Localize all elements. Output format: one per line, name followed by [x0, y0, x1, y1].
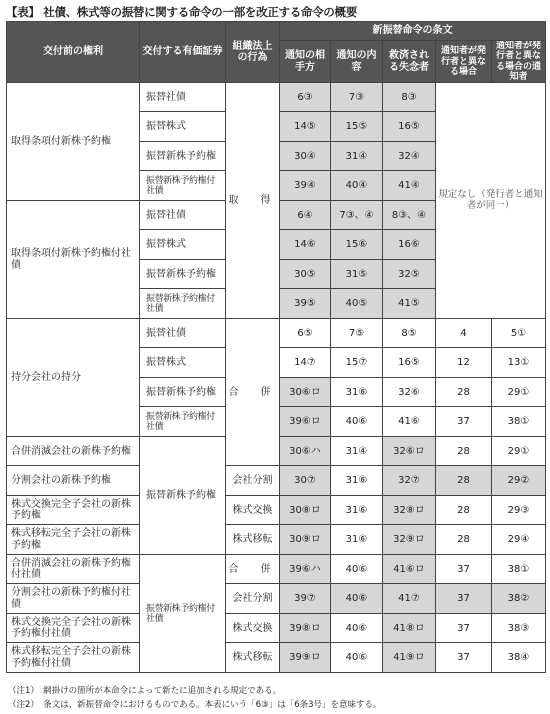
no-provision-cell: 規定なし（発行者と通知者が同一） — [436, 83, 546, 319]
prior-right-cell: 取得条項付新株予約権 — [7, 83, 140, 201]
value-cell: 31⑥ — [331, 378, 383, 407]
security-cell: 振替新株予約権 — [140, 378, 226, 407]
value-cell: 30⑧ロ — [280, 496, 331, 525]
value-cell: 40⑥ — [331, 614, 383, 643]
value-cell: 7③、④ — [331, 201, 383, 230]
value-cell: 16⑥ — [383, 230, 436, 260]
prior-right-cell: 株式移転完全子会社の新株予約権付社債 — [7, 643, 140, 673]
value-cell: 31⑥ — [331, 466, 383, 496]
value-cell: 8③ — [383, 83, 436, 112]
value-cell: 37 — [436, 643, 492, 673]
value-cell: 38① — [492, 407, 546, 437]
value-cell: 32④ — [383, 142, 436, 171]
table-row — [7, 525, 546, 555]
value-cell: 32⑥ロ — [383, 437, 436, 466]
security-cell: 振替新株予約権 — [140, 260, 226, 289]
value-cell: 7⑤ — [331, 319, 383, 348]
prior-right-cell: 合併消滅会社の新株予約権 — [7, 437, 140, 466]
value-cell: 32⑤ — [383, 260, 436, 289]
value-cell: 6⑤ — [280, 319, 331, 348]
security-cell: 振替新株予約権付社債 — [140, 555, 226, 673]
table-row — [7, 496, 546, 525]
value-cell: 38① — [492, 555, 546, 584]
value-cell: 31④ — [331, 437, 383, 466]
value-cell: 6③ — [280, 83, 331, 112]
value-cell: 37 — [436, 555, 492, 584]
value-cell: 8⑤ — [383, 319, 436, 348]
act-cell: 株式交換 — [226, 496, 280, 525]
value-cell: 30⑨ロ — [280, 525, 331, 555]
value-cell: 39⑥ロ — [280, 407, 331, 437]
table-row — [7, 466, 546, 496]
value-cell: 39⑨ロ — [280, 643, 331, 673]
value-cell: 28 — [436, 437, 492, 466]
value-cell: 40⑥ — [331, 584, 383, 614]
value-cell: 38③ — [492, 614, 546, 643]
value-cell: 14⑦ — [280, 348, 331, 378]
value-cell: 13① — [492, 348, 546, 378]
value-cell: 41⑤ — [383, 289, 436, 319]
value-cell: 31⑥ — [331, 496, 383, 525]
value-cell: 37 — [436, 584, 492, 614]
act-cell: 株式移転 — [226, 525, 280, 555]
value-cell: 29① — [492, 378, 546, 407]
value-cell: 28 — [436, 378, 492, 407]
security-cell: 振替新株予約権 — [140, 437, 226, 555]
value-cell: 29② — [492, 466, 546, 496]
value-cell: 30⑤ — [280, 260, 331, 289]
act-cell: 株式交換 — [226, 614, 280, 643]
act-cell: 会社分割 — [226, 466, 280, 496]
security-cell: 振替新株予約権付社債 — [140, 407, 226, 437]
value-cell: 16⑤ — [383, 348, 436, 378]
prior-right-cell: 合併消滅会社の新株予約権付社債 — [7, 555, 140, 584]
value-cell: 40④ — [331, 171, 383, 201]
value-cell: 39⑥ハ — [280, 555, 331, 584]
value-cell: 32⑦ — [383, 466, 436, 496]
header-row — [7, 22, 546, 41]
table-row — [7, 319, 546, 348]
value-cell: 31⑥ — [331, 525, 383, 555]
act-cell: 取 得 — [226, 83, 280, 319]
security-cell: 振替新株予約権 — [140, 142, 226, 171]
value-cell: 31④ — [331, 142, 383, 171]
value-cell: 40⑥ — [331, 643, 383, 673]
value-cell: 32⑥ — [383, 378, 436, 407]
table-title: 【表】 社債、株式等の振替に関する命令の一部を改正する命令の概要 — [6, 5, 357, 19]
prior-right-cell: 株式交換完全子会社の新株予約権付社債 — [7, 614, 140, 643]
value-cell: 39⑦ — [280, 584, 331, 614]
value-cell: 29④ — [492, 525, 546, 555]
table-row — [7, 555, 546, 584]
header-notice-content: 通知の内容 — [331, 41, 383, 83]
value-cell: 30⑥ロ — [280, 378, 331, 407]
value-cell: 14⑤ — [280, 112, 331, 142]
value-cell: 5① — [492, 319, 546, 348]
security-cell: 振替社債 — [140, 201, 226, 230]
value-cell: 41⑨ロ — [383, 643, 436, 673]
value-cell: 8③、④ — [383, 201, 436, 230]
value-cell: 37 — [436, 614, 492, 643]
value-cell: 15⑦ — [331, 348, 383, 378]
value-cell: 39④ — [280, 171, 331, 201]
value-cell: 40⑥ — [331, 407, 383, 437]
summary-table — [6, 21, 546, 673]
value-cell: 28 — [436, 525, 492, 555]
table-row — [7, 584, 546, 614]
value-cell: 40⑥ — [331, 555, 383, 584]
header-new-order: 新振替命令の条文 — [280, 22, 546, 41]
value-cell: 37 — [436, 407, 492, 437]
security-cell: 振替社債 — [140, 83, 226, 112]
value-cell: 16⑤ — [383, 112, 436, 142]
value-cell: 38④ — [492, 643, 546, 673]
value-cell: 29① — [492, 437, 546, 466]
table-row — [7, 83, 546, 112]
act-cell: 合 併 — [226, 319, 280, 466]
security-cell: 振替株式 — [140, 230, 226, 260]
value-cell: 39⑧ロ — [280, 614, 331, 643]
value-cell: 38② — [492, 584, 546, 614]
security-cell: 振替社債 — [140, 319, 226, 348]
table-row — [7, 643, 546, 673]
value-cell: 41⑧ロ — [383, 614, 436, 643]
header-relieved-persons: 救済される失念者 — [383, 41, 436, 83]
security-cell: 振替新株予約権付社債 — [140, 289, 226, 319]
value-cell: 7③ — [331, 83, 383, 112]
header-prior-right: 交付前の権利 — [7, 22, 140, 83]
header-securities: 交付する有価証券 — [140, 22, 226, 83]
value-cell: 41④ — [383, 171, 436, 201]
header-notice-recipient: 通知の相手方 — [280, 41, 331, 83]
table-row — [7, 614, 546, 643]
header-notifier-differs: 通知者が発行者と異なる場合 — [436, 41, 492, 83]
value-cell: 41⑥ロ — [383, 555, 436, 584]
prior-right-cell: 株式移転完全子会社の新株予約権 — [7, 525, 140, 555]
prior-right-cell: 分割会社の新株予約権付社債 — [7, 584, 140, 614]
header-notifier-differs-notifier: 通知者が発行者と異なる場合の通知者 — [492, 41, 546, 83]
value-cell: 30⑦ — [280, 466, 331, 496]
value-cell: 6④ — [280, 201, 331, 230]
value-cell: 32⑨ロ — [383, 525, 436, 555]
value-cell: 28 — [436, 466, 492, 496]
prior-right-cell: 取得条項付新株予約権付社債 — [7, 201, 140, 319]
security-cell: 振替株式 — [140, 112, 226, 142]
footnote-2: （注2） 条文は、新振替命令におけるものである。本表にいう「6③」は「6条3号」を意味する。 — [8, 700, 382, 710]
value-cell: 14⑥ — [280, 230, 331, 260]
footnotes — [8, 684, 382, 712]
security-cell: 振替株式 — [140, 348, 226, 378]
act-cell: 株式移転 — [226, 643, 280, 673]
value-cell: 31⑤ — [331, 260, 383, 289]
value-cell: 15⑥ — [331, 230, 383, 260]
act-cell: 会社分割 — [226, 584, 280, 614]
footnote-1: （注1） 網掛けの箇所が本命令によって新たに追加される規定である。 — [8, 686, 282, 696]
value-cell: 39⑤ — [280, 289, 331, 319]
value-cell: 41⑦ — [383, 584, 436, 614]
value-cell: 41⑥ — [383, 407, 436, 437]
value-cell: 15⑤ — [331, 112, 383, 142]
value-cell: 40⑤ — [331, 289, 383, 319]
prior-right-cell: 株式交換完全子会社の新株予約権 — [7, 496, 140, 525]
value-cell: 29③ — [492, 496, 546, 525]
value-cell: 32⑧ロ — [383, 496, 436, 525]
value-cell: 30⑥ハ — [280, 437, 331, 466]
act-cell: 合 併 — [226, 555, 280, 584]
header-org-act: 組織法上の行為 — [226, 22, 280, 83]
value-cell: 28 — [436, 496, 492, 525]
security-cell: 振替新株予約権付社債 — [140, 171, 226, 201]
value-cell: 30④ — [280, 142, 331, 171]
prior-right-cell: 分割会社の新株予約権 — [7, 466, 140, 496]
prior-right-cell: 持分会社の持分 — [7, 319, 140, 437]
value-cell: 12 — [436, 348, 492, 378]
value-cell: 4 — [436, 319, 492, 348]
